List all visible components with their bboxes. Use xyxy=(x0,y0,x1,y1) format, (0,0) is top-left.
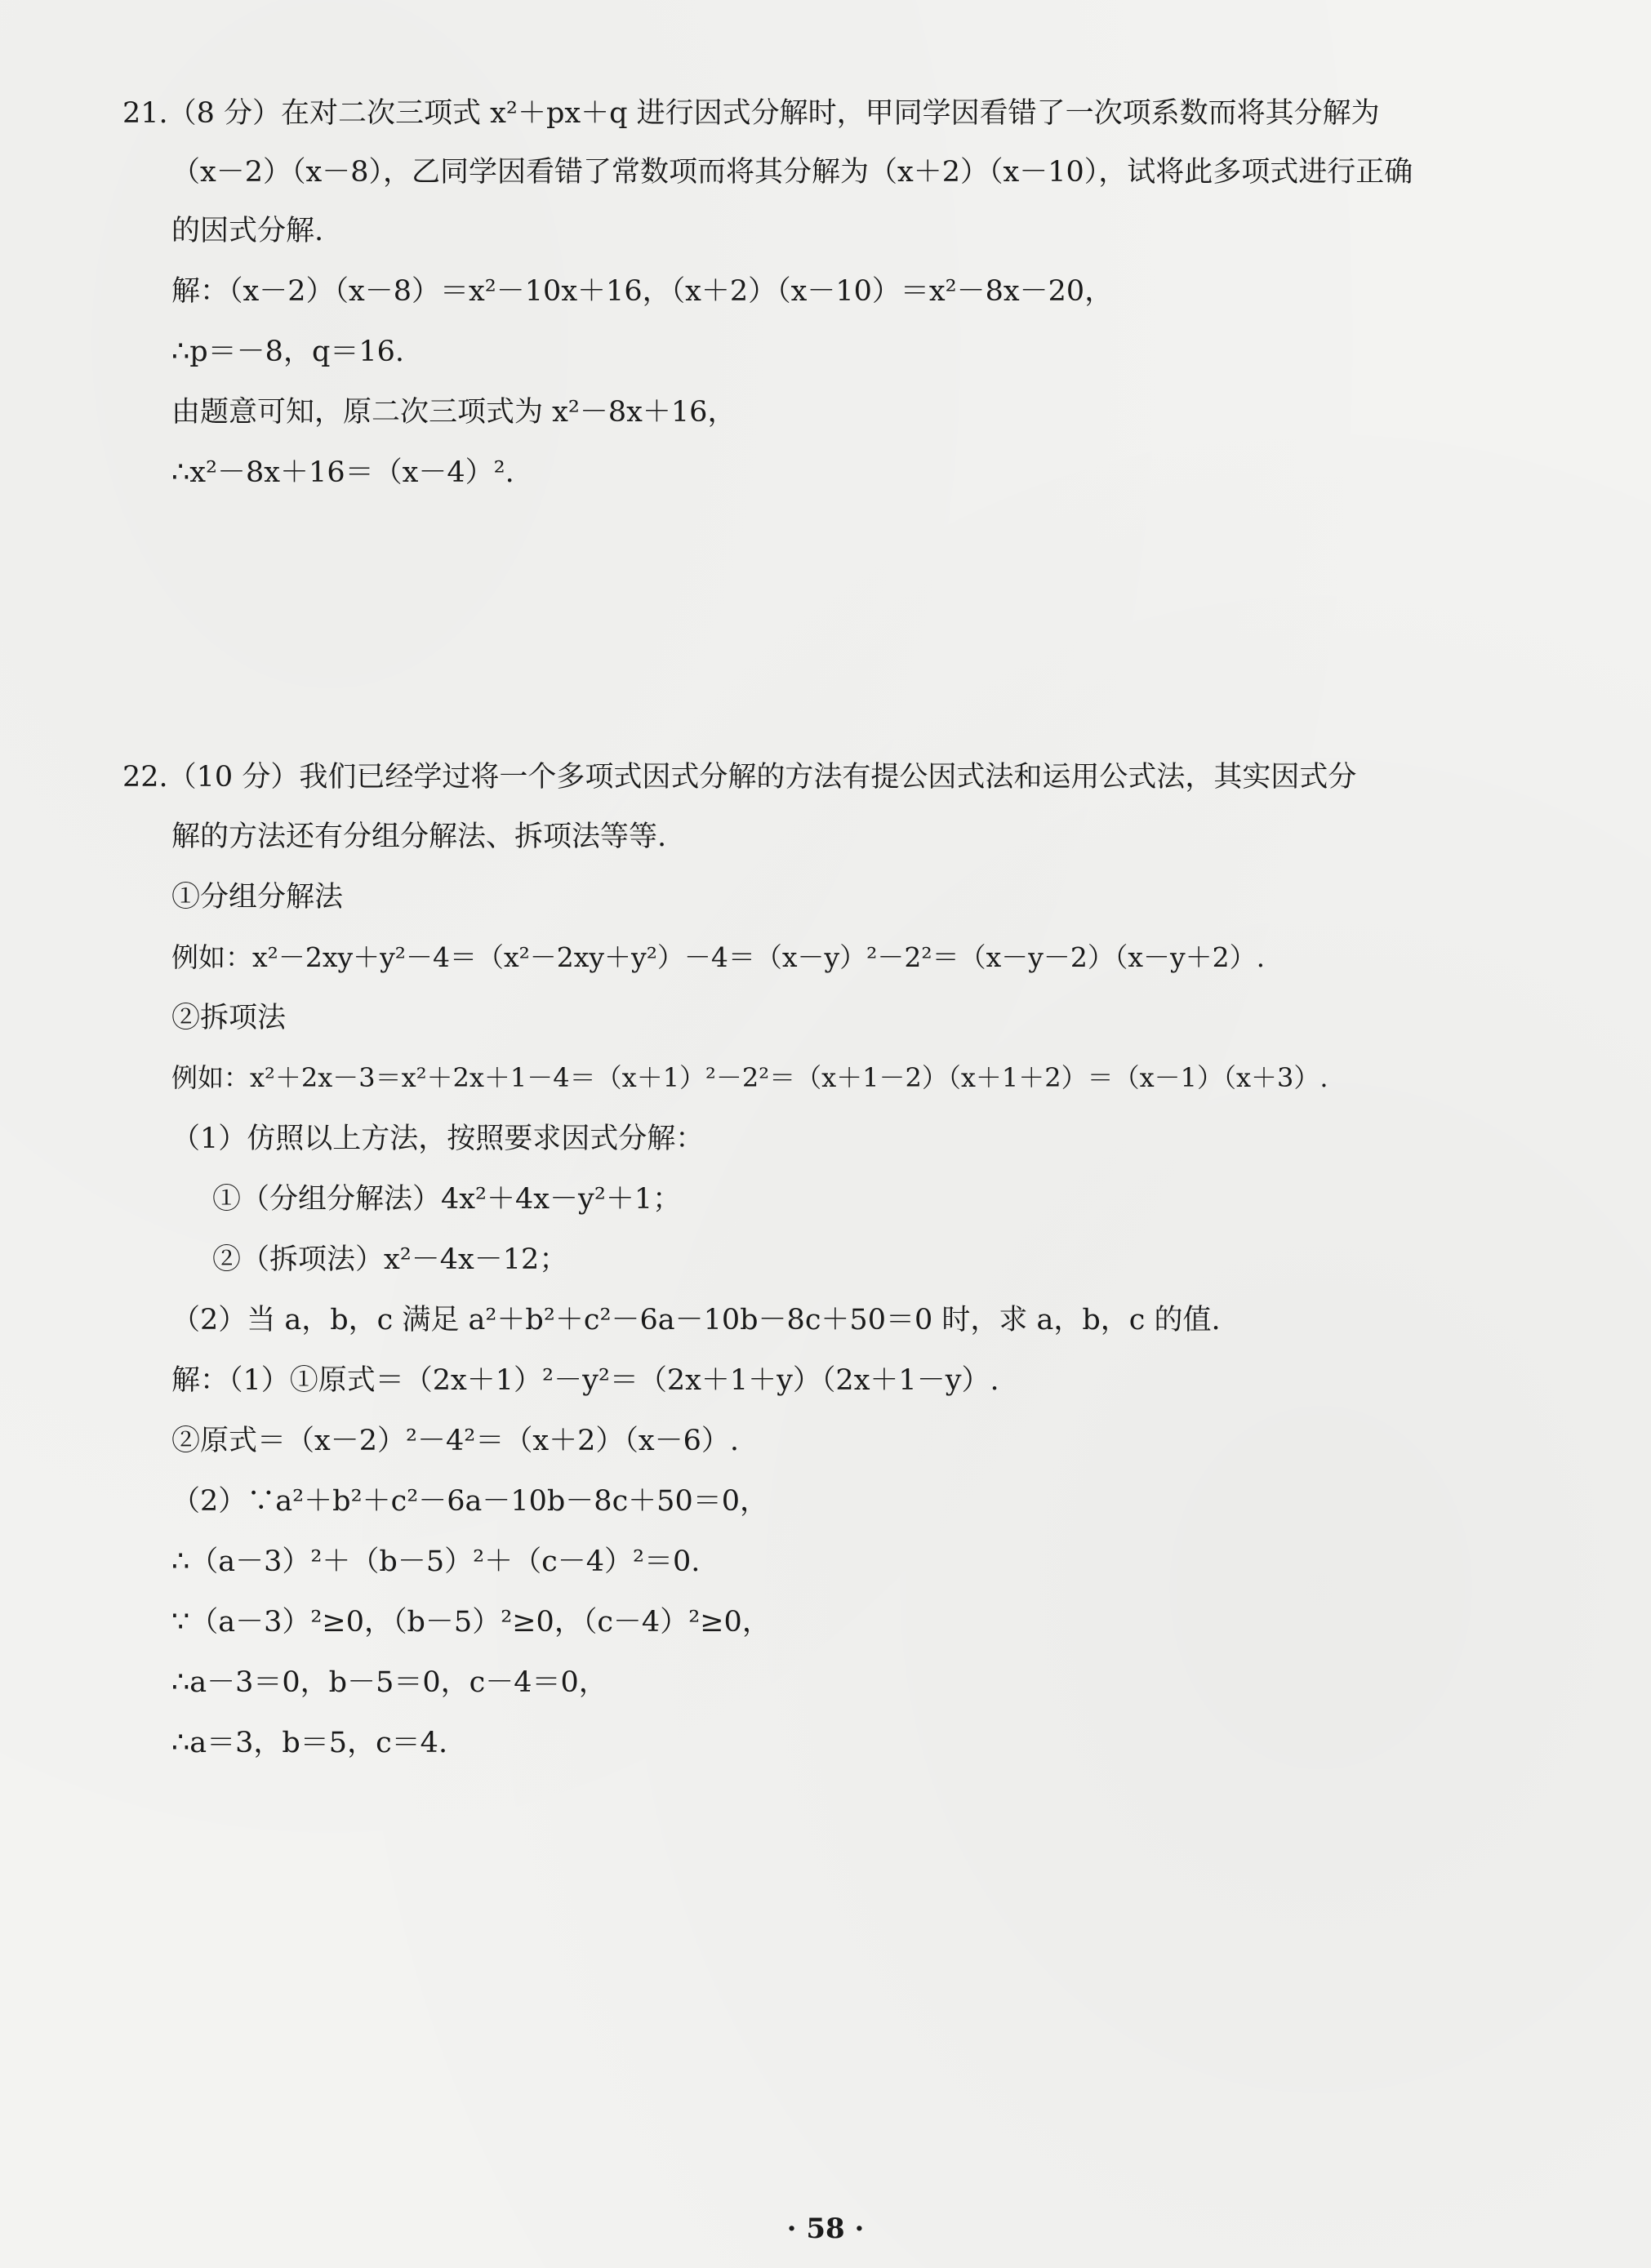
q22-solution-line5: ∵（a－3）²≥0，（b－5）²≥0，（c－4）²≥0， xyxy=(171,1606,771,1639)
q22-method2-title: ②拆项法 xyxy=(171,1002,287,1034)
q21-stem-line1: 21.（8 分）在对二次三项式 x²＋px＋q 进行因式分解时，甲同学因看错了一次项系数而将其分解为 xyxy=(122,97,1380,130)
q22-solution-line4: ∴（a－3）²＋（b－5）²＋（c－4）²＝0. xyxy=(171,1545,701,1578)
q22-method1-example: 例如：x²－2xy＋y²－4＝（x²－2xy＋y²）－4＝（x－y）²－2²＝（x－y－2）（x－y＋2）. xyxy=(171,941,1266,973)
q22-method2-example: 例如：x²＋2x－3＝x²＋2x＋1－4＝（x＋1）²－2²＝（x＋1－2）（x＋1＋2）＝（x－1）（x＋3）. xyxy=(171,1062,1328,1093)
q21-stem-line2: （x－2）（x－8），乙同学因看错了常数项而将其分解为（x＋2）（x－10），试将此多项式进行正确 xyxy=(171,156,1413,189)
q22-solution-line6: ∴a－3＝0，b－5＝0，c－4＝0， xyxy=(171,1666,607,1699)
q22-solution-line2: ②原式＝（x－2）²－4²＝（x＋2）（x－6）. xyxy=(171,1425,739,1457)
q22-method1-title: ①分组分解法 xyxy=(171,881,344,914)
q22-stem-line2: 解的方法还有分组分解法、拆项法等等. xyxy=(171,820,667,853)
q22-stem-line1: 22.（10 分）我们已经学过将一个多项式因式分解的方法有提公因式法和运用公式法，其实因式分 xyxy=(122,761,1357,794)
q22-part1-item-b: ②（拆项法）x²－4x－12； xyxy=(212,1243,568,1276)
q22-part1-item-a: ①（分组分解法）4x²＋4x－y²＋1； xyxy=(212,1183,682,1216)
q21-solution-line2: ∴p＝－8，q＝16. xyxy=(171,336,405,368)
q21-solution-line1: 解：（x－2）（x－8）＝x²－10x＋16，（x＋2）（x－10）＝x²－8x－20， xyxy=(171,275,1114,308)
q22-part1-prompt: （1）仿照以上方法，按照要求因式分解： xyxy=(171,1123,705,1155)
q22-part2-prompt: （2）当 a，b，c 满足 a²＋b²＋c²－6a－10b－8c＋50＝0 时，求 a，b，c 的值. xyxy=(171,1304,1221,1336)
q21-solution-line4: ∴x²－8x＋16＝（x－4）². xyxy=(171,456,514,489)
q22-solution-line1: 解：（1）①原式＝（2x＋1）²－y²＝（2x＋1＋y）（2x＋1－y）. xyxy=(171,1364,999,1397)
q21-stem-line3: 的因式分解. xyxy=(171,215,324,247)
q22-solution-line3: （2）∵a²＋b²＋c²－6a－10b－8c＋50＝0， xyxy=(171,1485,768,1518)
page-number: · 58 · xyxy=(786,2212,865,2245)
q21-solution-line3: 由题意可知，原二次三项式为 x²－8x＋16， xyxy=(171,396,736,429)
q22-solution-line7: ∴a＝3，b＝5，c＝4. xyxy=(171,1727,448,1759)
